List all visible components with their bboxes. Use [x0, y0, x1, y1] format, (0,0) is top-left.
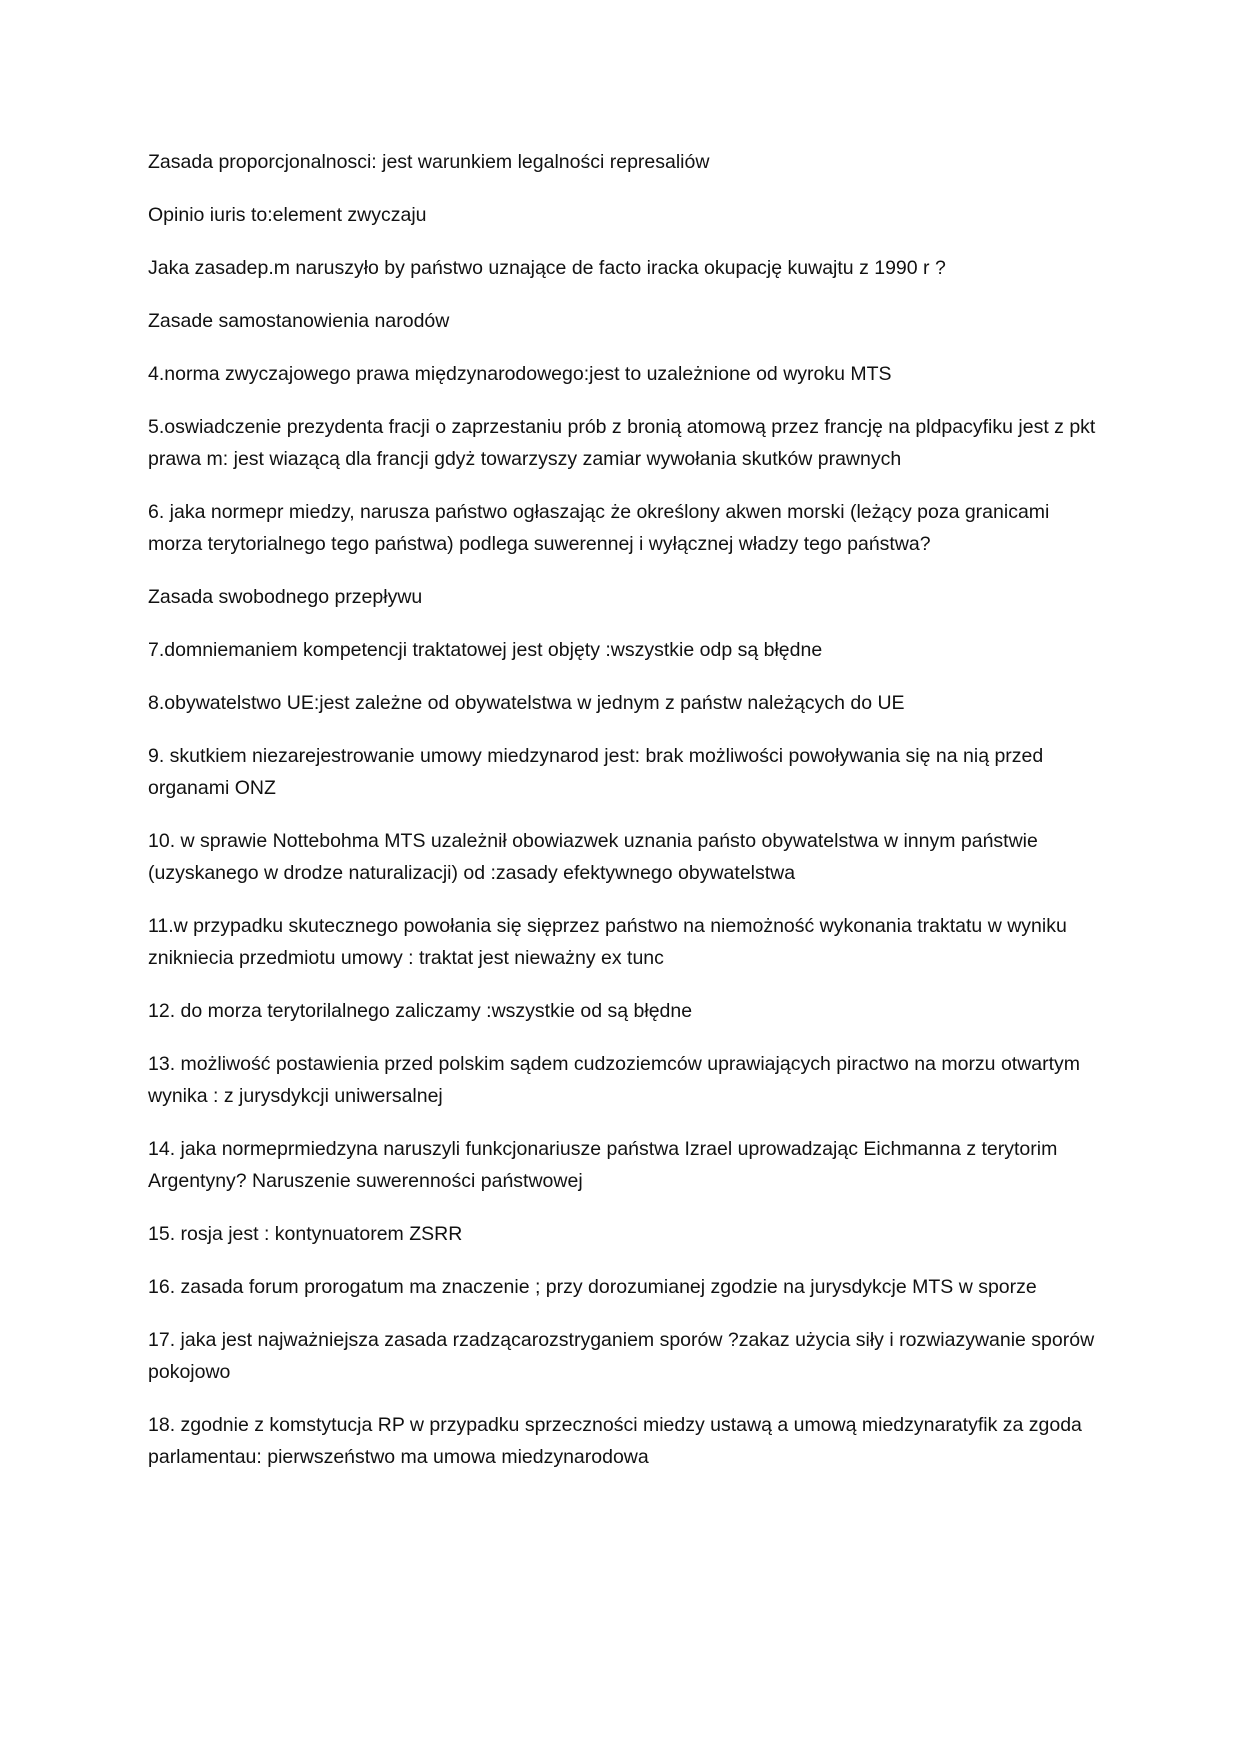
paragraph: 6. jaka normepr miedzy, narusza państwo ogłaszając że określony akwen morski (leżący poza granicami morza terytorialnego tego państwa) podlega suwerennej i wyłącznej władzy tego państwa? [148, 501, 1050, 555]
paragraph: Zasada proporcjonalnosci: jest warunkiem legalności represaliów [148, 151, 710, 173]
paragraph: 9. skutkiem niezarejestrowanie umowy miedzynarod jest: brak możliwości powoływania się na nią przed organami ONZ [148, 745, 1044, 799]
paragraph: 14. jaka normeprmiedzyna naruszyli funkcjonariusze państwa Izrael uprowadzając Eichmanna z terytorim Argentyny? Naruszenie suwerenności państwowej [148, 1138, 1058, 1192]
paragraph: Jaka zasadep.m naruszyło by państwo uznające de facto iracka okupację kuwajtu z 1990 r ? [148, 257, 946, 279]
paragraph: 7.domniemaniem kompetencji traktatowej jest objęty :wszystkie odp są błędne [148, 639, 823, 661]
paragraph: 12. do morza terytorilalnego zaliczamy :wszystkie od są błędne [148, 1000, 693, 1022]
paragraph: 10. w sprawie Nottebohma MTS uzależnił obowiazwek uznania państo obywatelstwa w innym państwie (uzyskanego w drodze naturalizacji) od :zasady efektywnego obywatelstwa [148, 830, 1038, 884]
paragraph: Zasade samostanowienia narodów [148, 310, 450, 332]
document-body [148, 146, 1108, 1494]
paragraph: 8.obywatelstwo UE:jest zależne od obywatelstwa w jednym z państw należących do UE [148, 692, 905, 714]
paragraph: 18. zgodnie z komstytucja RP w przypadku sprzeczności miedzy ustawą a umową miedzynaratyfik za zgoda parlamentau: pierwszeństwo ma umowa miedzynarodowa [148, 1414, 1082, 1468]
paragraph: 16. zasada forum prorogatum ma znaczenie ; przy dorozumianej zgodzie na jurysdykcje MTS w sporze [148, 1276, 1037, 1298]
paragraph: 17. jaka jest najważniejsza zasada rzadzącarozstryganiem sporów ?zakaz użycia siły i rozwiazywanie sporów pokojowo [148, 1329, 1095, 1383]
paragraph: Zasada swobodnego przepływu [148, 586, 423, 608]
paragraph: 5.oswiadczenie prezydenta fracji o zaprzestaniu prób z bronią atomową przez francję na pldpacyfiku jest z pkt prawa m: jest wiazącą dla francji gdyż towarzyszy zamiar wywołania skutków prawnych [148, 416, 1096, 470]
paragraph: 4.norma zwyczajowego prawa międzynarodowego:jest to uzależnione od wyroku MTS [148, 363, 892, 385]
paragraph: 11.w przypadku skutecznego powołania się sięprzez państwo na niemożność wykonania traktatu w wyniku znikniecia przedmiotu umowy : traktat jest nieważny ex tunc [148, 915, 1067, 969]
paragraph: Opinio iuris to:element zwyczaju [148, 204, 427, 226]
paragraph: 15. rosja jest : kontynuatorem ZSRR [148, 1223, 463, 1245]
paragraph: 13. możliwość postawienia przed polskim sądem cudzoziemców uprawiających piractwo na morzu otwartym wynika : z jurysdykcji uniwersalnej [148, 1053, 1081, 1107]
